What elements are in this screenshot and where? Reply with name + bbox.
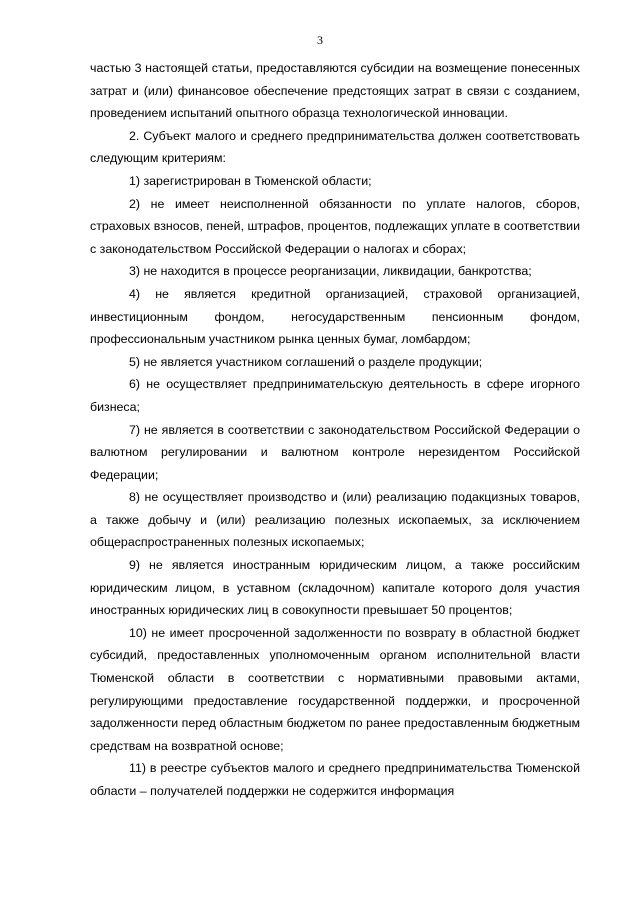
criterion-6: 6) не осуществляет предпринимательскую деятельность в сфере игорного бизнеса; [90,377,580,414]
criterion-5: 5) не является участником соглашений о разделе продукции; [129,354,483,369]
criterion-11: 11) в реестре субъектов малого и среднего предпринимательства Тюменской области – получателей поддержки не содержится информация [90,761,580,798]
document-body [90,57,580,803]
criterion-7: 7) не является в соответствии с законодательством Российской Федерации о валютном регулировании и валютном контроле нерезидентом Российской Федерации; [90,422,580,482]
paragraph-continuation: частью 3 настоящей статьи, предоставляются субсидии на возмещение понесенных затрат и (или) финансовое обеспечение предстоящих затрат в связи с созданием, проведением испытаний опытного образца технологической инновации. [90,61,580,121]
page-number: 3 [317,33,323,47]
criterion-2: 2) не имеет неисполненной обязанности по уплате налогов, сборов, страховых взносов, пеней, штрафов, процентов, подлежащих уплате в соответствии с законодательством Российской Федерации о налогах и сборах; [90,196,580,256]
criterion-1: 1) зарегистрирован в Тюменской области; [129,173,372,188]
paragraph-criteria-intro: 2. Субъект малого и среднего предпринимательства должен соответствовать следующим критериям: [90,128,580,166]
criterion-9: 9) не является иностранным юридическим лицом, а также российским юридическим лицом, в уставном (складочном) капитале которого доля участия иностранных юридических лиц в совокупности превышает 50 процентов; [90,558,580,618]
criterion-8: 8) не осуществляет производство и (или) реализацию подакцизных товаров, а также добычу и (или) реализацию полезных ископаемых, за исключением общераспространенных полезных ископаемых; [90,490,580,550]
criterion-3: 3) не находится в процессе реорганизации, ликвидации, банкротства; [129,264,532,279]
criterion-10: 10) не имеет просроченной задолженности по возврату в областной бюджет субсидий, предоставленных уполномоченным органом исполнительной власти Тюменской области в соответствии с нормативными правовыми актами, регулирующими предоставление государственной поддержки, и просроченной задолженности перед областным бюджетом по ранее предоставленным бюджетным средствам на возвратной основе; [90,625,580,753]
criterion-4: 4) не является кредитной организацией, страховой организацией, инвестиционным фондом, негосударственным пенсионным фондом, профессиональным участником рынка ценных бумаг, ломбардом; [90,286,580,347]
